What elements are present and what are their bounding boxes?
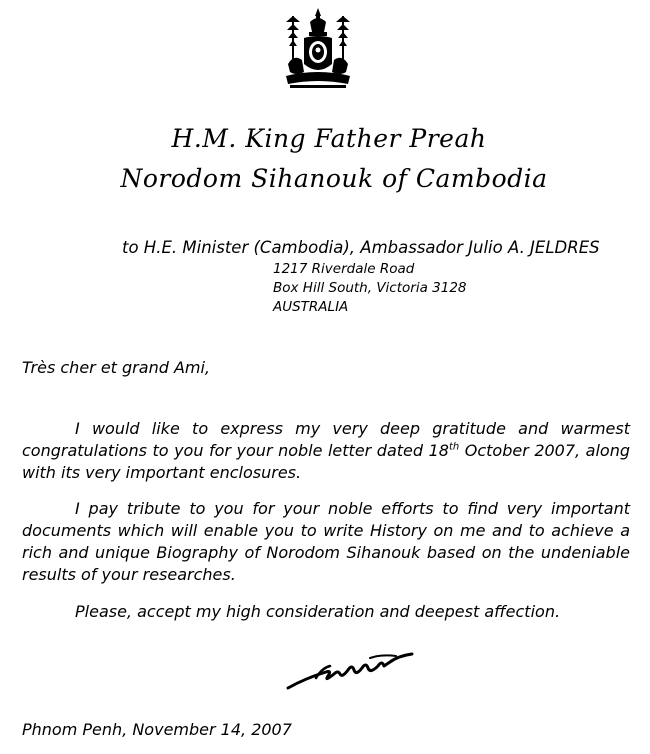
paragraph-2-text: I pay tribute to you for your noble efforts to find very important documents which will enable you to write History on me and to achieve a rich and unique Biography of Norodom Sihanouk based on the undeniable results of your researches. [22, 499, 630, 584]
royal-crest-icon [280, 6, 356, 92]
recipient-line: to H.E. Minister (Cambodia), Ambassador Julio A. JELDRES [122, 238, 600, 257]
paragraph-1-text-a: I would like to express my very deep gratitude and warmest congratulations to you for your noble letter dated 18 [22, 419, 630, 460]
body-paragraph-1 [22, 418, 630, 484]
handwritten-signature [286, 648, 416, 692]
body-paragraph-2 [22, 498, 630, 586]
ordinal-suffix: th [448, 441, 460, 453]
sender-name: Norodom Sihanouk of Cambodia [120, 164, 548, 193]
sender-title: H.M. King Father Preah [171, 124, 487, 153]
salutation: Très cher et grand Ami, [22, 358, 211, 377]
place-date: Phnom Penh, November 14, 2007 [22, 720, 292, 739]
recipient-city: Box Hill South, Victoria 3128 [273, 280, 467, 296]
recipient-country: AUSTRALIA [273, 299, 349, 315]
paragraph-1-text-b: October 2007, along with its very important enclosures. [22, 441, 631, 482]
closing-line: Please, accept my high consideration and deepest affection. [75, 602, 561, 621]
recipient-street: 1217 Riverdale Road [273, 261, 415, 277]
